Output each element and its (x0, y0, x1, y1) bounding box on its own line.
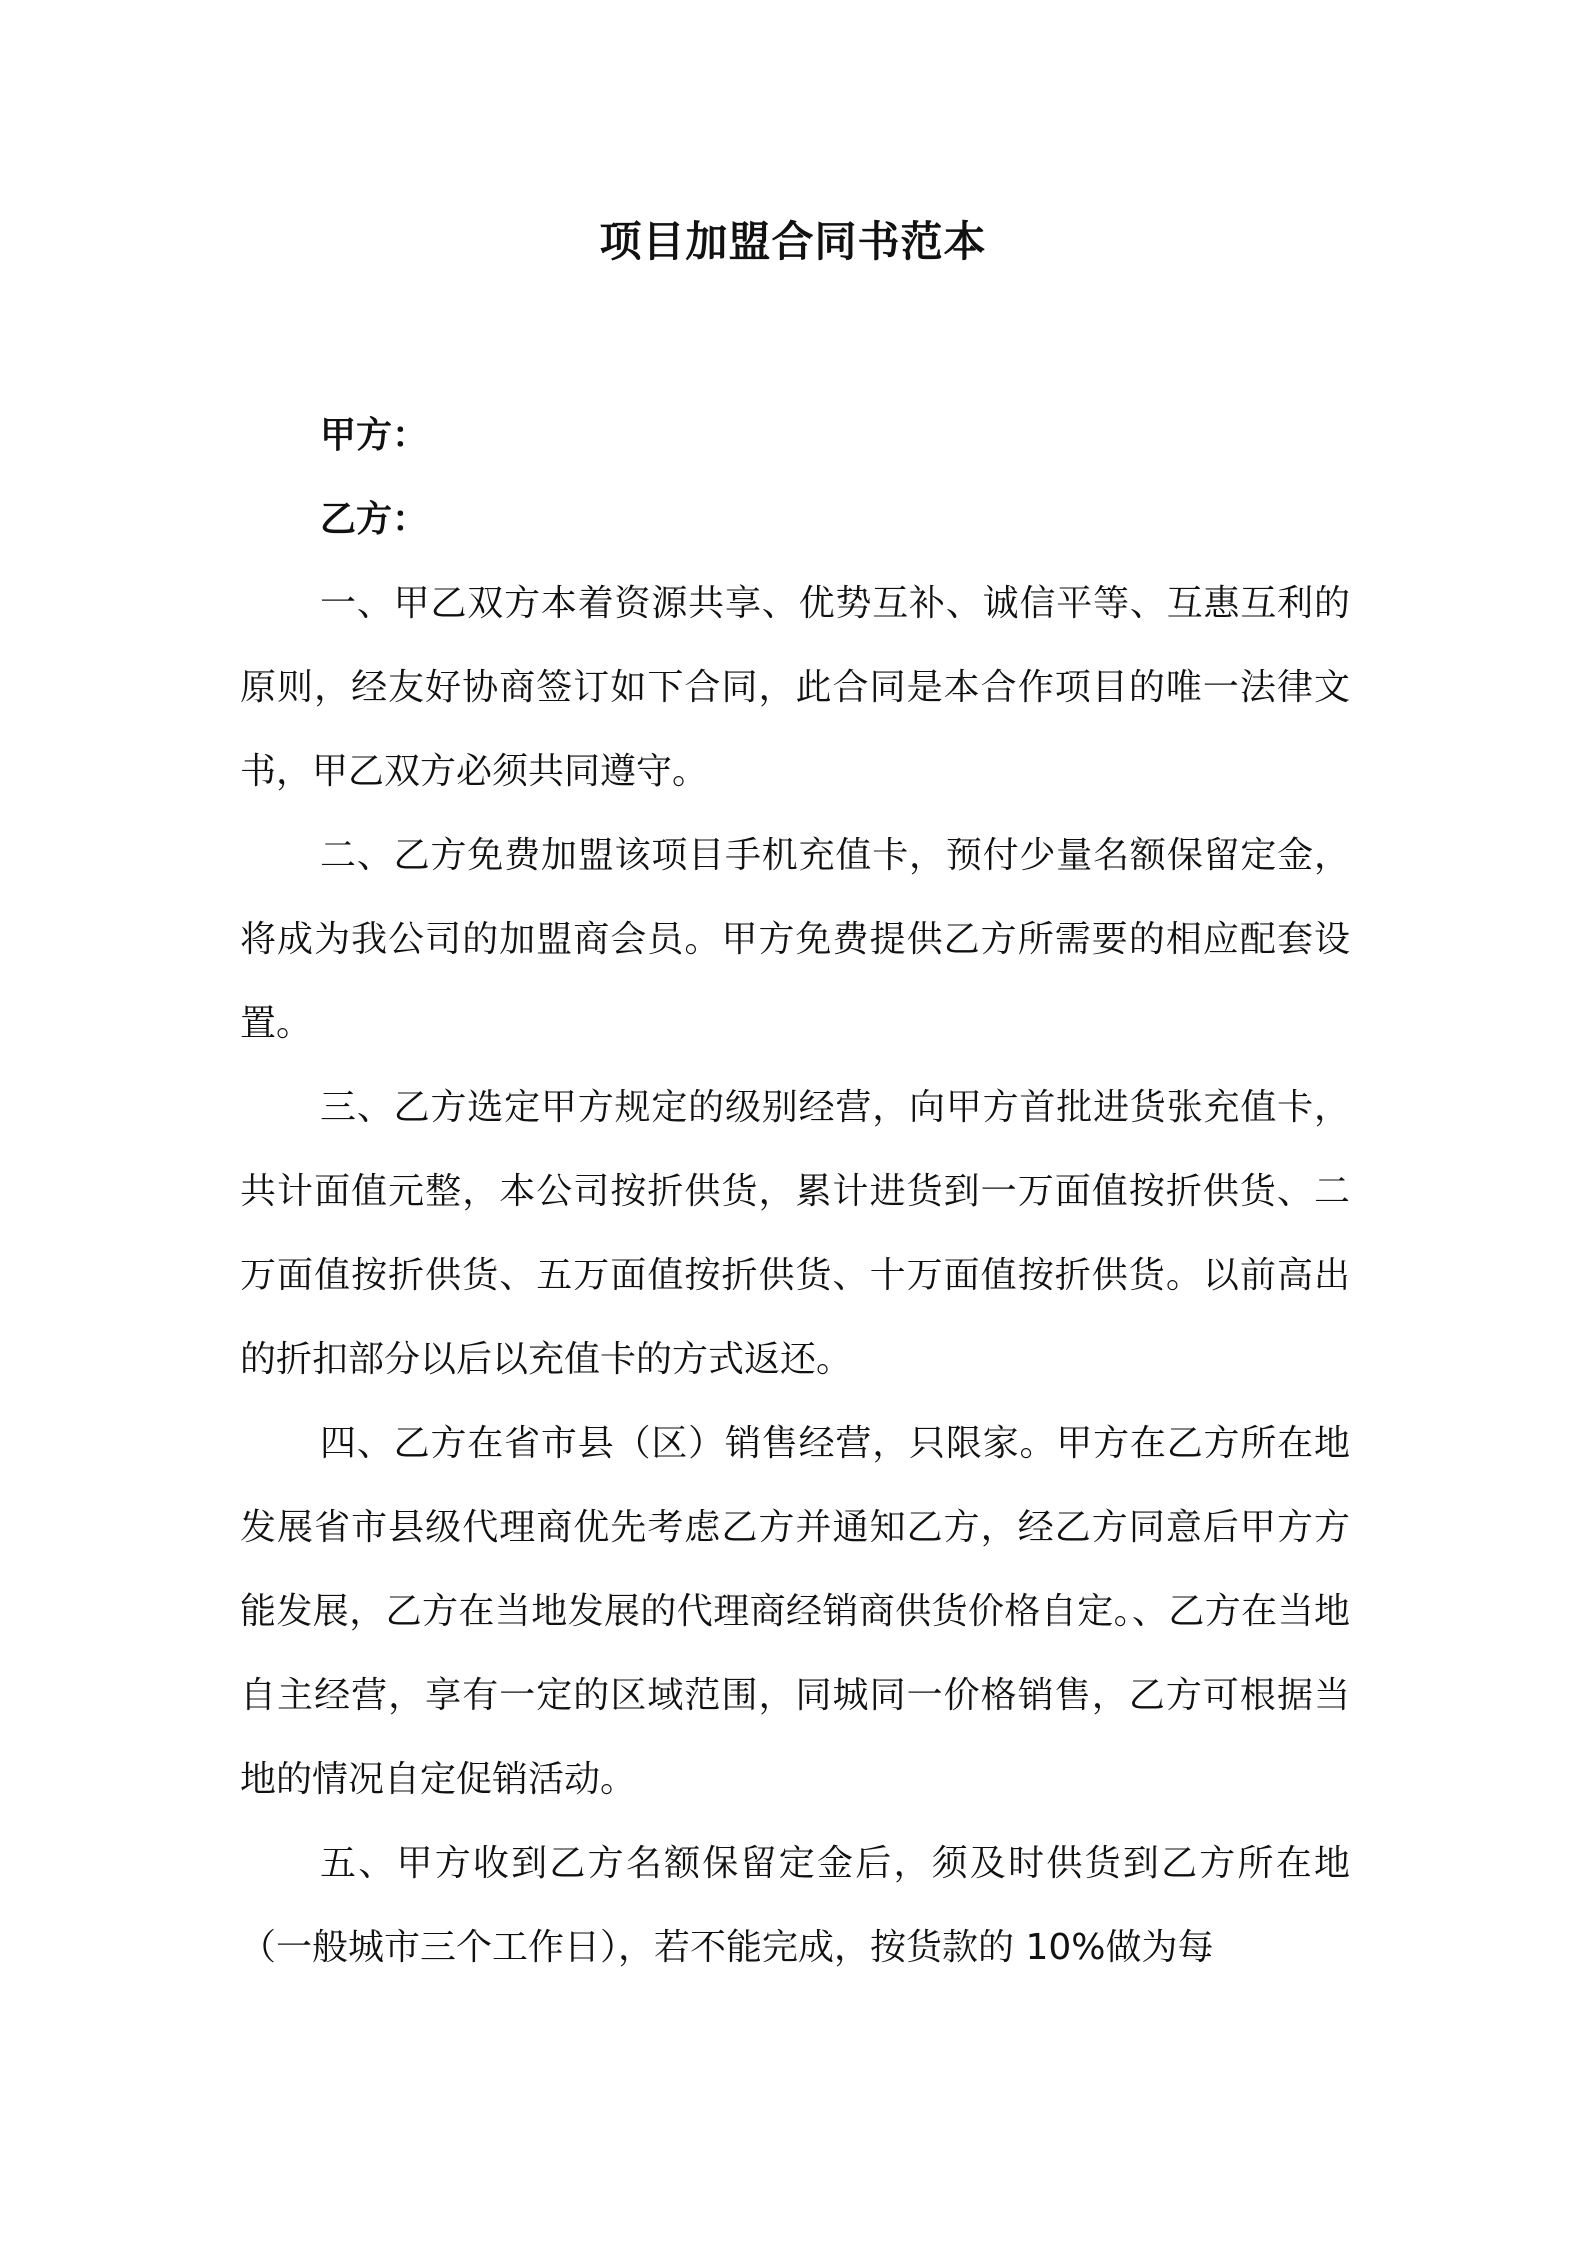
clause-5: 五、甲方收到乙方名额保留定金后，须及时供货到乙方所在地（一般城市三个工作日），若不能完成，按货款的 10%做为每 (240, 1843, 1350, 1968)
party-a-label: 甲方： (320, 415, 429, 456)
party-b-label: 乙方： (320, 499, 429, 540)
clause-2: 二、乙方免费加盟该项目手机充值卡，预付少量名额保留定金，将成为我公司的加盟商会员。甲方免费提供乙方所需要的相应配套设置。 (240, 835, 1350, 1044)
clause-4: 四、乙方在省市县（区）销售经营，只限家。甲方在乙方所在地发展省市县级代理商优先考虑乙方并通知乙方，经乙方同意后甲方方能发展，乙方在当地发展的代理商经销商供货价格自定。、乙方在当地自主经营，享有一定的区域范围，同城同一价格销售，乙方可根据当地的情况自定促销活动。 (240, 1423, 1350, 1800)
document-title: 项目加盟合同书范本 (599, 217, 987, 266)
clause-3: 三、乙方选定甲方规定的级别经营，向甲方首批进货张充值卡，共计面值元整，本公司按折供货，累计进货到一万面值按折供货、二万面值按折供货、五万面值按折供货、十万面值按折供货。以前高出的折扣部分以后以充值卡的方式返还。 (240, 1087, 1350, 1380)
contract-body (240, 562, 1350, 1990)
clause-1: 一、甲乙双方本着资源共享、优势互补、诚信平等、互惠互利的原则，经友好协商签订如下合同，此合同是本合作项目的唯一法律文书，甲乙双方必须共同遵守。 (240, 583, 1350, 792)
